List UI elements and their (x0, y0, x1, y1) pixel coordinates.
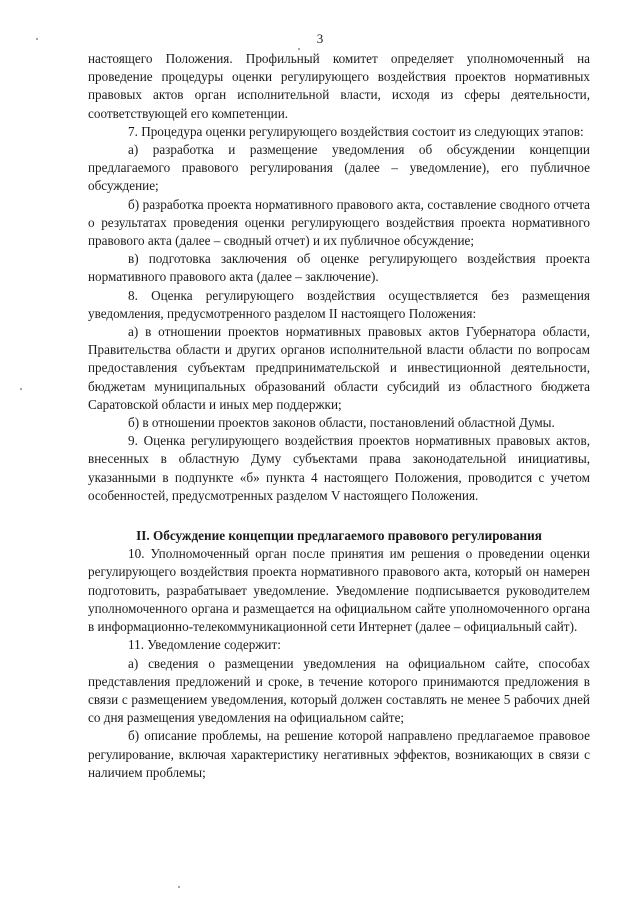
paragraph-item-8b: б) в отношении проектов законов области, постановлений областной Думы. (128, 415, 555, 431)
paragraph-item-7: 7. Процедура оценки регулирующего воздействия состоит из следующих этапов: (128, 123, 584, 139)
paragraph-item-8a: а) в отношении проектов нормативных правовых актов Губернатора области, Правительства области и других органов исполнительной власти области по вопросам предоставления субъектам предпринимательской и инвестиционной деятельности, бюджетам муниципальных образований области субсидий из областного бюджета Саратовской области и иных мер поддержки; (88, 324, 590, 412)
paragraph-item-8: 8. Оценка регулирующего воздействия осуществляется без размещения уведомления, предусмотренного разделом II настоящего Положения: (88, 287, 590, 321)
page-number: 3 (316, 31, 324, 46)
section-heading: II. Обсуждение концепции предлагаемого правового регулирования (136, 528, 542, 544)
scan-speck (20, 388, 22, 390)
scan-speck (178, 886, 180, 888)
paragraph-item-7a: а) разработка и размещение уведомления об обсуждении концепции предлагаемого правового регулирования (далее – уведомление), его публичное обсуждение; (88, 142, 590, 194)
scan-speck (36, 38, 38, 40)
paragraph-item-7b: б) разработка проекта нормативного правового акта, составление сводного отчета о результатах проведения оценки регулирующего воздействия проекта нормативного правового акта (далее – сводный отчет) и их публичное обсуждение; (88, 196, 590, 249)
paragraph-item-11b: б) описание проблемы, на решение которой направлено предлагаемое правовое регулирование, включая характеристику негативных эффектов, возникающих в связи с наличием проблемы; (88, 728, 590, 780)
paragraph-item-7c: в) подготовка заключения об оценке регулирующего воздействия проекта нормативного правового акта (далее – заключение). (88, 251, 590, 285)
paragraph-continuation: настоящего Положения. Профильный комитет определяет уполномоченный на проведение процедуры оценки регулирующего воздействия проектов нормативных правовых актов орган исполнительной власти, исходя из сферы деятельности, соответствующей его компетенции. (88, 51, 590, 121)
paragraph-item-11: 11. Уведомление содержит: (128, 637, 281, 653)
paragraph-item-11a: а) сведения о размещении уведомления на официальном сайте, способах представления предложений и сроке, в течение которого принимаются предложения в связи с размещением уведомления, который должен составлять не менее 5 рабочих дней со дня размещения уведомления на официальном сайте; (88, 655, 590, 726)
paragraph-item-10: 10. Уполномоченный орган после принятия им решения о проведении оценки регулирующего воздействия проекта нормативного правового акта, который он намерен подготовить, разрабатывает уведомление. Уведомление подписывается руководителем уполномоченного органа и размещается на официальном сайте уполномоченного органа в информационно-телекоммуникационной сети Интернет (далее – официальный сайт). (88, 546, 590, 635)
document-body (88, 50, 590, 782)
paragraph-item-9: 9. Оценка регулирующего воздействия проектов нормативных правовых актов, внесенных в областную Думу субъектами права законодательной инициативы, указанными в подпункте «б» пункта 4 настоящего Положения, проводится с учетом особенностей, предусмотренных разделом V настоящего Положения. (88, 433, 590, 503)
scan-speck (298, 48, 300, 50)
